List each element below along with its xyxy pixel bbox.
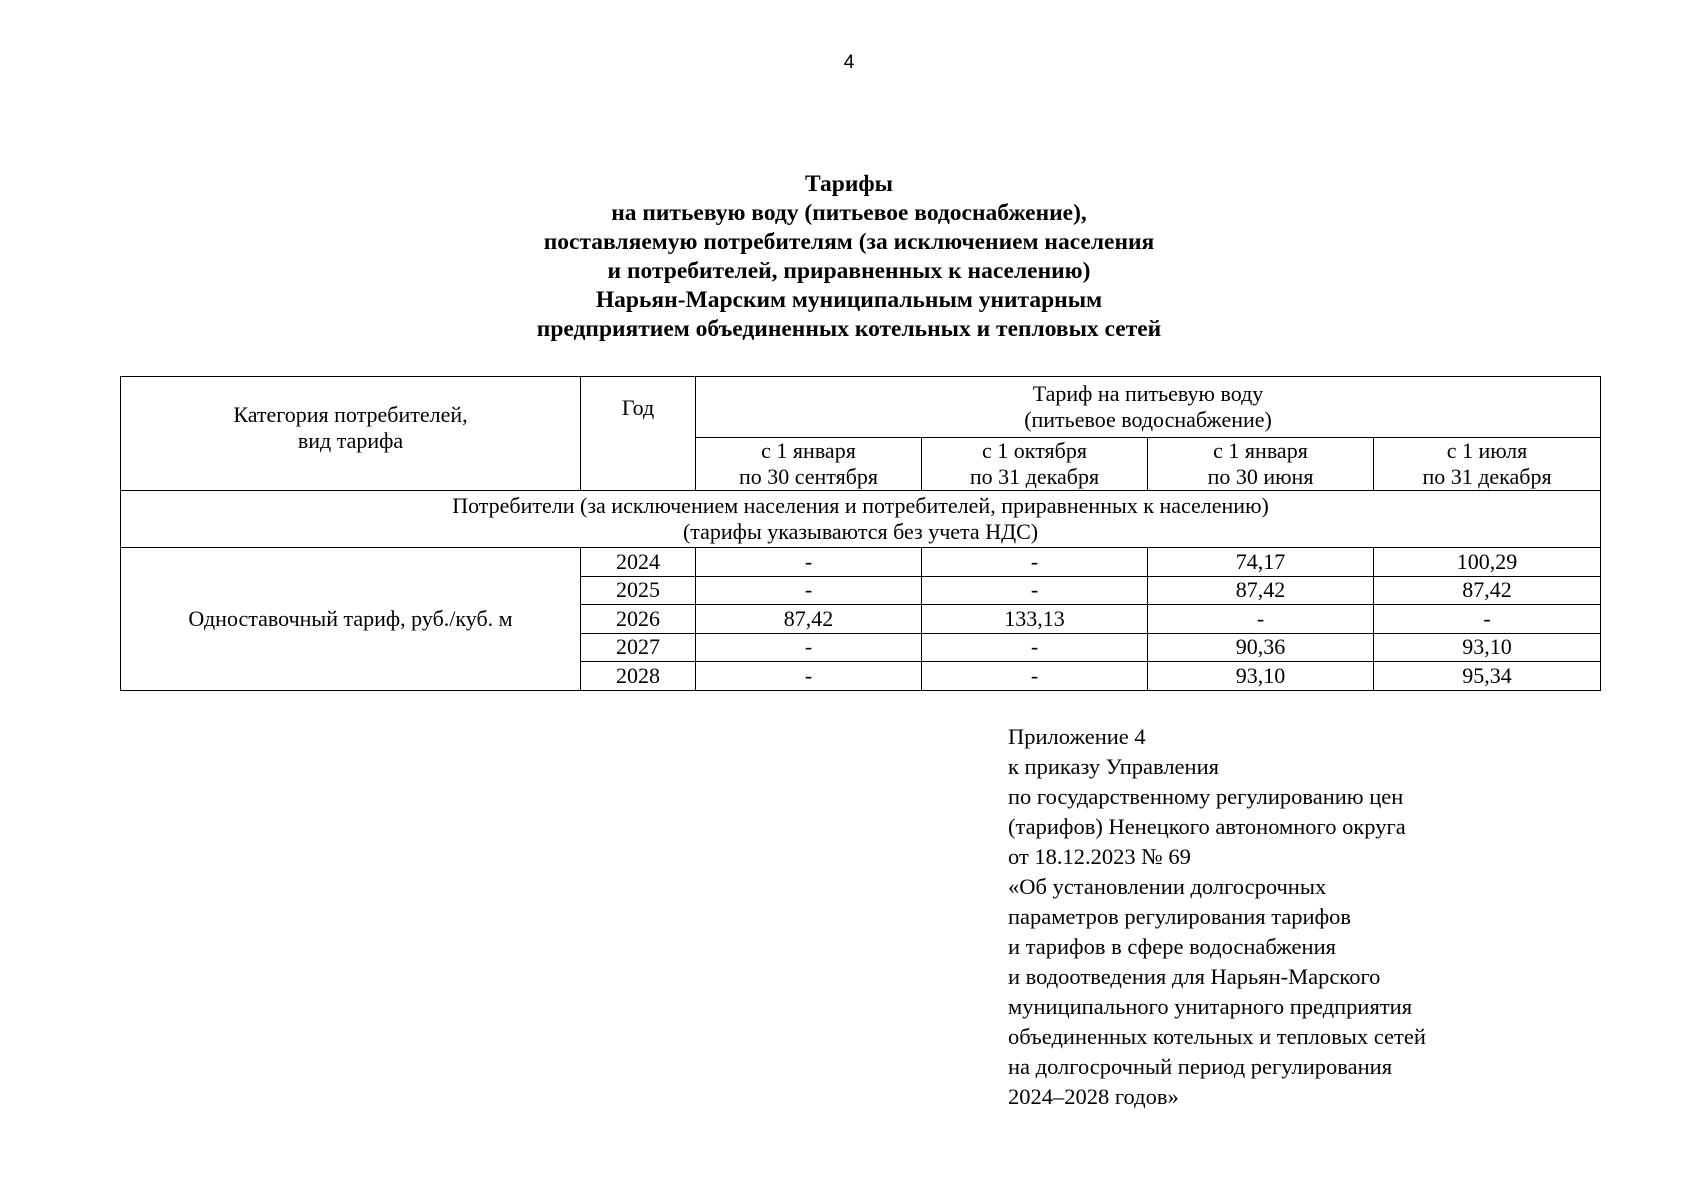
- appendix-line: Приложение 4: [1008, 724, 1146, 749]
- document-title: [0, 170, 1698, 344]
- table-header-row: [121, 377, 1601, 438]
- value-cell: 87,42: [1148, 576, 1374, 605]
- appendix-line: к приказу Управления: [1008, 754, 1219, 779]
- appendix-line: параметров регулирования тарифов: [1008, 904, 1352, 929]
- appendix-line: на долгосрочный период регулирования: [1008, 1054, 1393, 1079]
- value-cell: 87,42: [696, 605, 922, 634]
- year-cell: 2024: [581, 548, 696, 577]
- value-cell: 133,13: [922, 605, 1148, 634]
- title-line: на питьевую воду (питьевое водоснабжение),: [611, 200, 1087, 226]
- header-period: [1148, 438, 1374, 491]
- value-cell: -: [922, 662, 1148, 691]
- year-cell: 2026: [581, 605, 696, 634]
- value-cell: 93,10: [1148, 662, 1374, 691]
- page-number: 4: [843, 52, 855, 73]
- header-period: [696, 438, 922, 491]
- title-line: предприятием объединенных котельных и тепловых сетей: [536, 316, 1162, 342]
- appendix-line: по государственному регулированию цен: [1008, 784, 1404, 809]
- value-cell: 90,36: [1148, 633, 1374, 662]
- appendix-note: [1008, 722, 1426, 1112]
- header-category-line: Категория потребителей,: [233, 401, 468, 427]
- appendix-line: «Об установлении долгосрочных: [1008, 874, 1327, 899]
- header-period-line: с 1 января: [761, 438, 856, 463]
- value-cell: 93,10: [1374, 633, 1601, 662]
- value-cell: 74,17: [1148, 548, 1374, 577]
- appendix-line: и тарифов в сфере водоснабжения: [1008, 934, 1336, 959]
- header-period-line: с 1 октября: [982, 438, 1087, 463]
- table-row: [121, 548, 1601, 577]
- tariff-table: [120, 376, 1601, 691]
- header-period-line: с 1 января: [1213, 438, 1308, 463]
- value-cell: -: [1148, 605, 1374, 634]
- header-period-line: по 30 июня: [1207, 464, 1314, 489]
- section-row: [121, 491, 1601, 548]
- header-period-line: по 31 декабря: [969, 464, 1100, 489]
- appendix-line: объединенных котельных и тепловых сетей: [1008, 1024, 1426, 1049]
- value-cell: -: [922, 633, 1148, 662]
- appendix-line: муниципального унитарного предприятия: [1008, 994, 1413, 1019]
- year-cell: 2028: [581, 662, 696, 691]
- value-cell: -: [696, 548, 922, 577]
- header-year-label: Год: [621, 394, 655, 420]
- header-tariff-line: (питьевое водоснабжение): [1024, 407, 1272, 432]
- value-cell: 87,42: [1374, 576, 1601, 605]
- value-cell: -: [922, 548, 1148, 577]
- value-cell: 100,29: [1374, 548, 1601, 577]
- header-period-line: с 1 июля: [1446, 438, 1528, 463]
- title-line: Тарифы: [804, 171, 894, 197]
- value-cell: 95,34: [1374, 662, 1601, 691]
- value-cell: -: [696, 633, 922, 662]
- section-line: Потребители (за исключением населения и потребителей, приравненных к населению): [452, 493, 1269, 518]
- title-line: и потребителей, приравненных к населению): [607, 258, 1091, 284]
- value-cell: -: [696, 662, 922, 691]
- header-tariff-line: Тариф на питьевую воду: [1032, 381, 1264, 406]
- appendix-line: (тарифов) Ненецкого автономного округа: [1008, 814, 1406, 839]
- title-line: Нарьян-Марским муниципальным унитарным: [595, 287, 1103, 313]
- value-cell: -: [1374, 605, 1601, 634]
- section-line: (тарифы указываются без учета НДС): [682, 519, 1039, 544]
- value-cell: -: [922, 576, 1148, 605]
- value-cell: -: [696, 576, 922, 605]
- header-year: [581, 377, 696, 491]
- section-caption: [121, 491, 1601, 548]
- header-category-line: вид тарифа: [297, 427, 404, 453]
- header-period: [1374, 438, 1601, 491]
- header-period-line: по 30 сентября: [738, 464, 879, 489]
- appendix-line: от 18.12.2023 № 69: [1008, 844, 1191, 869]
- appendix-line: и водоотведения для Нарьян-Марского: [1008, 964, 1381, 989]
- title-line: поставляемую потребителям (за исключением населения: [543, 229, 1155, 255]
- appendix-line: 2024–2028 годов»: [1008, 1084, 1179, 1109]
- year-cell: 2027: [581, 633, 696, 662]
- header-period: [922, 438, 1148, 491]
- header-tariff: [696, 377, 1601, 438]
- header-period-line: по 31 декабря: [1422, 464, 1552, 489]
- category-cell: Одноставочный тариф, руб./куб. м: [121, 548, 581, 691]
- year-cell: 2025: [581, 576, 696, 605]
- header-category: [121, 377, 581, 491]
